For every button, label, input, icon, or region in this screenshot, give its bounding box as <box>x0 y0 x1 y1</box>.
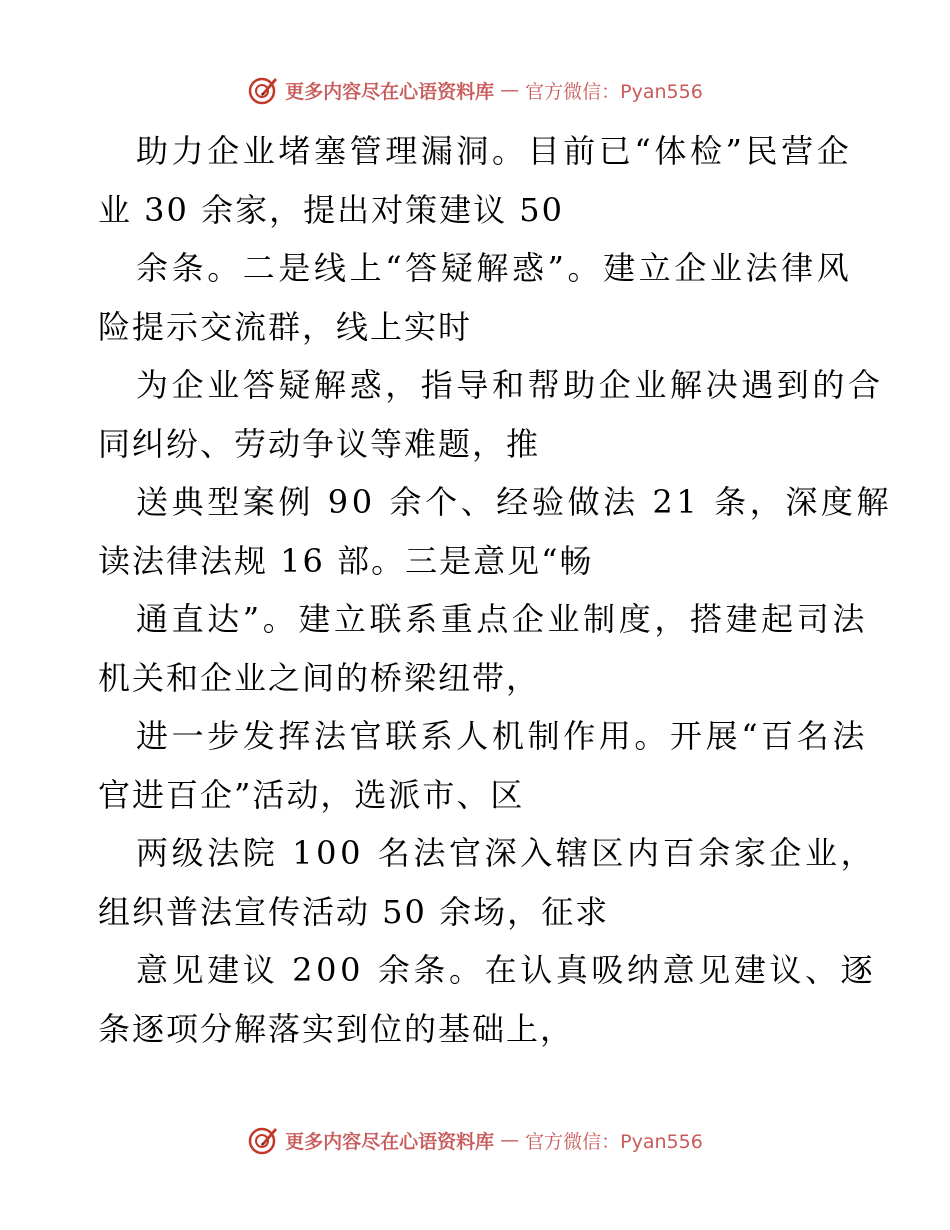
header-watermark <box>0 70 950 110</box>
text-line: 送典型案例 90 余个、经验做法 21 条，深度解 <box>136 483 893 521</box>
text-line: 条逐项分解落实到位的基础上， <box>98 1009 575 1048</box>
text-line: 读法律法规 16 部。三是意见“畅 <box>98 541 594 580</box>
text-line: 意见建议 200 余条。在认真吸纳意见建议、逐 <box>136 951 877 989</box>
text-line: 机关和企业之间的桥梁纽带， <box>98 658 541 697</box>
footer-watermark <box>0 1120 950 1160</box>
text-line: 两级法院 100 名法官深入辖区内百余家企业， <box>136 834 877 872</box>
text-line: 通直达”。建立联系重点企业制度，搭建起司法 <box>136 600 868 638</box>
document-body <box>98 122 893 1058</box>
watermark-contact: 官方微信：Pyan556 <box>525 80 703 103</box>
text-line: 险提示交流群，线上实时 <box>98 307 473 346</box>
watermark-separator: — <box>500 79 520 101</box>
watermark-contact: 官方微信：Pyan556 <box>525 1130 703 1153</box>
text-line: 组织普法宣传活动 50 余场，征求 <box>98 892 610 931</box>
watermark-separator: — <box>500 1129 520 1151</box>
text-line: 进一步发挥法官联系人机制作用。开展“百名法 <box>136 717 868 755</box>
watermark-brand: 更多内容尽在心语资料库 <box>285 1130 495 1153</box>
text-line: 业 30 余家，提出对策建议 50 <box>98 190 564 229</box>
pen-logo-icon <box>247 74 279 106</box>
text-line: 同纠纷、劳动争议等难题，推 <box>98 424 541 463</box>
text-line: 助力企业堵塞管理漏洞。目前已“体检”民营企 <box>136 132 853 170</box>
text-line: 为企业答疑解惑，指导和帮助企业解决遇到的合 <box>136 366 884 404</box>
pen-logo-icon <box>247 1124 279 1156</box>
watermark-brand: 更多内容尽在心语资料库 <box>285 80 495 103</box>
text-line: 余条。二是线上“答疑解惑”。建立企业法律风 <box>136 249 853 287</box>
text-line: 官进百企”活动，选派市、区 <box>98 775 525 814</box>
